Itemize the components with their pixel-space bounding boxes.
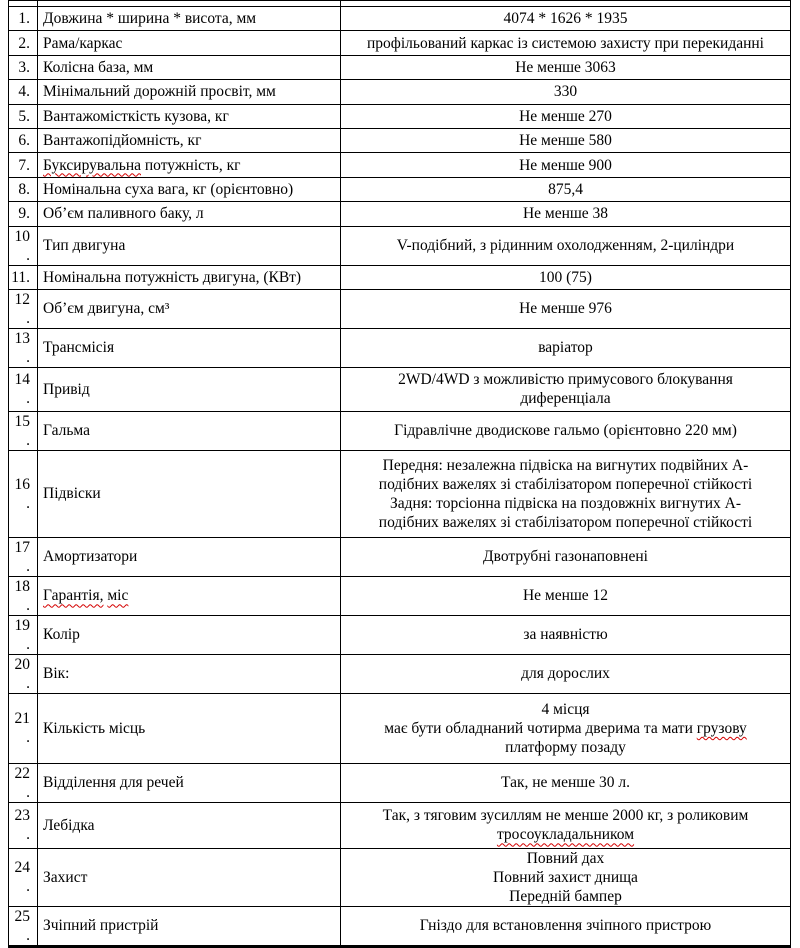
param-cell: Вік: (38, 654, 341, 693)
table-row (9, 289, 791, 328)
param-cell: Колісна база, мм (38, 55, 341, 79)
table-row (9, 450, 791, 537)
row-number-cell: 12. (9, 289, 38, 328)
row-number-cell: 15. (9, 411, 38, 450)
document-page (8, 0, 791, 948)
param-cell: Гарантія, міс (38, 576, 341, 615)
row-number-cell: 24. (9, 848, 38, 906)
param-cell: Буксирувальна потужність, кг (38, 153, 341, 177)
table-row (9, 31, 791, 55)
spec-table-body (9, 1, 791, 947)
table-row (9, 202, 791, 226)
param-cell: Рама/каркас (38, 31, 341, 55)
table-row (9, 411, 791, 450)
param-cell: Гальма (38, 411, 341, 450)
row-number-cell: 8. (9, 177, 38, 201)
table-row (9, 537, 791, 576)
param-cell: Трансмісія (38, 328, 341, 367)
value-cell: Не менше 270 (341, 104, 791, 128)
table-row (9, 80, 791, 104)
row-number-cell: 1. (9, 7, 38, 31)
value-cell: Передня: незалежна підвіска на вигнутих подвійних А- подібних важелях зі стабілізатором поперечної стійкості Задня: торсіонна підвіска на поздовжніх вигнутих А- подібних важелях зі стабілізатором поперечної стійкості (341, 450, 791, 537)
value-cell: для дорослих (341, 654, 791, 693)
value-cell: 4 місця має бути обладнаний чотирма дверима та мати грузову платформу позаду (341, 693, 791, 763)
row-number-cell: 23. (9, 802, 38, 848)
row-number-cell: 13. (9, 328, 38, 367)
table-row (9, 367, 791, 411)
param-cell: Кількість місць (38, 693, 341, 763)
row-number-cell: 25. (9, 906, 38, 946)
value-cell: Гніздо для встановлення зчіпного пристрою (341, 906, 791, 946)
value-cell: 100 (75) (341, 265, 791, 289)
row-number-cell: 7. (9, 153, 38, 177)
table-row (9, 802, 791, 848)
table-row (9, 128, 791, 152)
param-cell: Об’єм паливного баку, л (38, 202, 341, 226)
table-row (9, 226, 791, 265)
param-cell: Довжина * ширина * висота, мм (38, 7, 341, 31)
param-cell: Номінальна потужність двигуна, (КВт) (38, 265, 341, 289)
param-cell: Тип двигуна (38, 226, 341, 265)
spec-table (8, 0, 791, 948)
table-row (9, 177, 791, 201)
row-number-cell: 18. (9, 576, 38, 615)
param-cell: Об’єм двигуна, см³ (38, 289, 341, 328)
value-cell: Не менше 976 (341, 289, 791, 328)
value-cell: профільований каркас із системою захисту при перекиданні (341, 31, 791, 55)
param-cell: Амортизатори (38, 537, 341, 576)
param-cell: Вантажомісткість кузова, кг (38, 104, 341, 128)
value-cell: Повний дах Повний захист днища Передній бампер (341, 848, 791, 906)
value-cell: Не менше 580 (341, 128, 791, 152)
table-row (9, 763, 791, 802)
param-cell: Привід (38, 367, 341, 411)
table-row (9, 328, 791, 367)
table-row (9, 848, 791, 906)
table-row (9, 153, 791, 177)
param-cell: Зчіпний пристрій (38, 906, 341, 946)
table-row (9, 55, 791, 79)
value-cell: Не менше 38 (341, 202, 791, 226)
value-cell: Гідравлічне дводискове гальмо (орієнтовно 220 мм) (341, 411, 791, 450)
value-cell: Так, з тяговим зусиллям не менше 2000 кг, з роликовим тросоукладальником (341, 802, 791, 848)
table-row (9, 654, 791, 693)
row-number-cell: 5. (9, 104, 38, 128)
row-number-cell: 21. (9, 693, 38, 763)
value-cell: 4074 * 1626 * 1935 (341, 7, 791, 31)
value-cell: Двотрубні газонаповнені (341, 537, 791, 576)
param-cell: Лебідка (38, 802, 341, 848)
row-number-cell: 22. (9, 763, 38, 802)
table-row (9, 104, 791, 128)
table-row (9, 7, 791, 31)
param-cell: Відділення для речей (38, 763, 341, 802)
value-cell: 2WD/4WD з можливістю примусового блокування диференціала (341, 367, 791, 411)
row-number-cell: 19. (9, 615, 38, 654)
row-number-cell: 6. (9, 128, 38, 152)
table-row (9, 615, 791, 654)
param-cell: Захист (38, 848, 341, 906)
row-number-cell: 10. (9, 226, 38, 265)
param-cell: Підвіски (38, 450, 341, 537)
value-cell: Не менше 3063 (341, 55, 791, 79)
row-number-cell: 4. (9, 80, 38, 104)
param-cell: Вантажопідйомність, кг (38, 128, 341, 152)
value-cell: Так, не менше 30 л. (341, 763, 791, 802)
row-number-cell: 14. (9, 367, 38, 411)
row-number-cell: 20. (9, 654, 38, 693)
value-cell: 330 (341, 80, 791, 104)
param-cell: Мінімальний дорожній просвіт, мм (38, 80, 341, 104)
param-cell: Колір (38, 615, 341, 654)
value-cell: 875,4 (341, 177, 791, 201)
value-cell: за наявністю (341, 615, 791, 654)
row-number-cell: 16. (9, 450, 38, 537)
table-row (9, 265, 791, 289)
row-number-cell: 17. (9, 537, 38, 576)
param-cell: Номінальна суха вага, кг (орієнтовно) (38, 177, 341, 201)
value-cell: варіатор (341, 328, 791, 367)
value-cell: Не менше 900 (341, 153, 791, 177)
value-cell: V-подібний, з рідинним охолодженням, 2-циліндри (341, 226, 791, 265)
value-cell: Не менше 12 (341, 576, 791, 615)
row-number-cell: 3. (9, 55, 38, 79)
table-row (9, 693, 791, 763)
row-number-cell: 9. (9, 202, 38, 226)
table-row (9, 576, 791, 615)
row-number-cell: 2. (9, 31, 38, 55)
row-number-cell: 11. (9, 265, 38, 289)
table-row (9, 906, 791, 946)
